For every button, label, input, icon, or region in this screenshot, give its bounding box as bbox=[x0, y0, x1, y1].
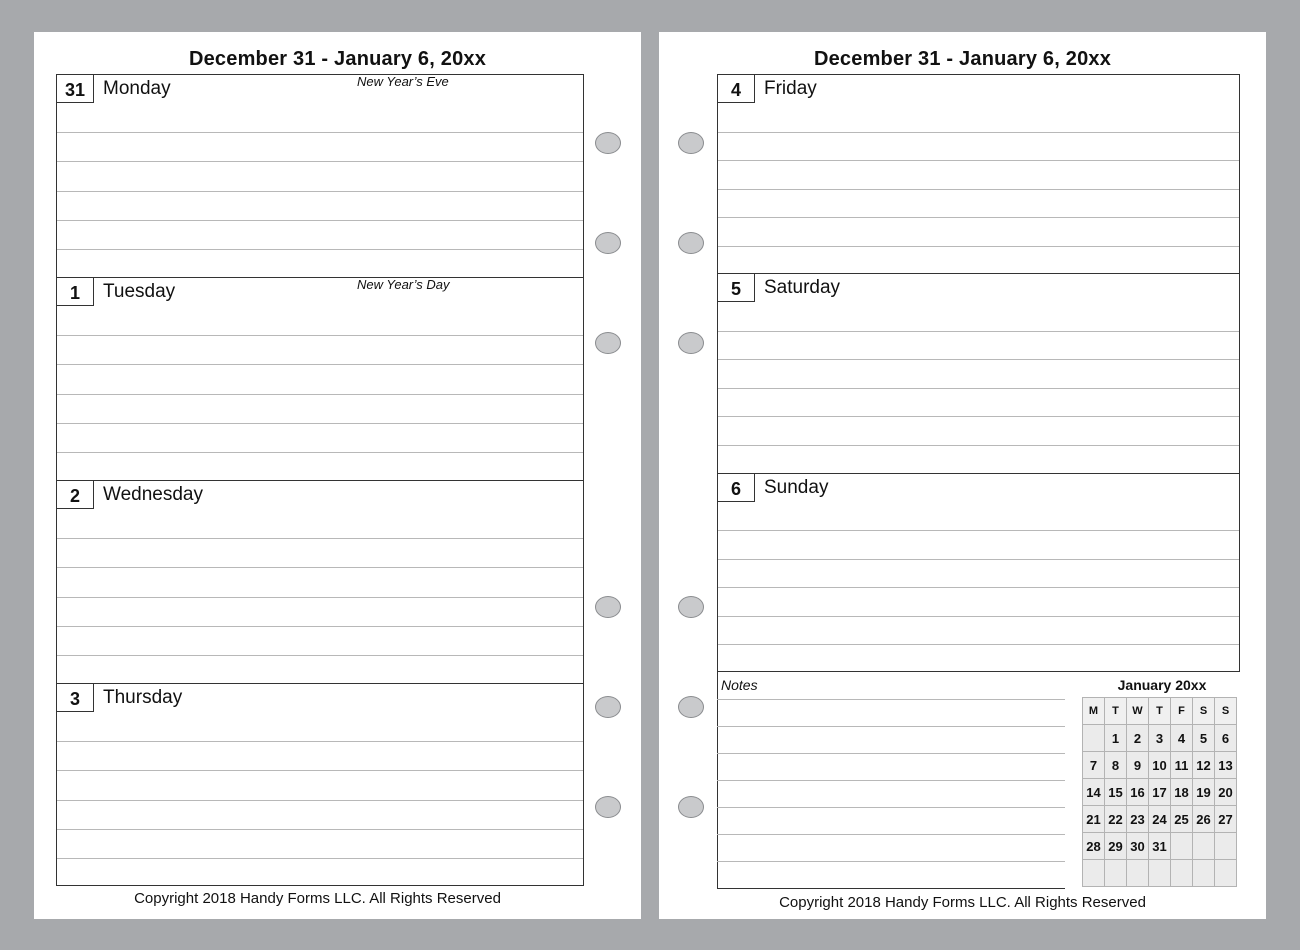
writing-line bbox=[718, 445, 1239, 446]
day-blocks bbox=[717, 74, 1240, 672]
day-block[interactable] bbox=[57, 481, 583, 684]
copyright-text: Copyright 2018 Handy Forms LLC. All Rights Reserved bbox=[134, 890, 501, 907]
binder-hole bbox=[678, 132, 704, 154]
calendar-day bbox=[1193, 860, 1215, 887]
writing-line bbox=[718, 160, 1239, 161]
calendar-day: 11 bbox=[1171, 752, 1193, 779]
day-number: 4 bbox=[718, 75, 755, 103]
calendar-day bbox=[1083, 860, 1105, 887]
calendar-day: 8 bbox=[1105, 752, 1127, 779]
day-name: Saturday bbox=[764, 277, 841, 299]
calendar-day: 22 bbox=[1105, 806, 1127, 833]
calendar-day: 30 bbox=[1127, 833, 1149, 860]
calendar-day bbox=[1105, 860, 1127, 887]
day-block[interactable] bbox=[718, 474, 1239, 673]
calendar-day bbox=[1171, 833, 1193, 860]
calendar-day: 26 bbox=[1193, 806, 1215, 833]
calendar-day bbox=[1083, 725, 1105, 752]
binder-hole bbox=[595, 332, 621, 354]
calendar-day: 16 bbox=[1127, 779, 1149, 806]
writing-line bbox=[57, 567, 583, 568]
day-name: Wednesday bbox=[103, 484, 203, 505]
day-number: 3 bbox=[57, 684, 94, 712]
notes-line bbox=[717, 726, 1065, 727]
calendar-day: 3 bbox=[1149, 725, 1171, 752]
writing-line bbox=[57, 655, 583, 656]
writing-line bbox=[718, 331, 1239, 332]
calendar-day: 2 bbox=[1127, 725, 1149, 752]
day-block[interactable] bbox=[57, 684, 583, 887]
notes-section[interactable] bbox=[717, 672, 1067, 890]
day-block[interactable] bbox=[57, 75, 583, 278]
writing-line bbox=[57, 161, 583, 162]
notes-line bbox=[717, 861, 1065, 862]
writing-line bbox=[718, 388, 1239, 389]
writing-line bbox=[57, 132, 583, 133]
calendar-day: 18 bbox=[1171, 779, 1193, 806]
holiday-label: New Year’s Eve bbox=[357, 74, 449, 89]
day-number: 31 bbox=[57, 75, 94, 103]
writing-line bbox=[57, 741, 583, 742]
writing-line bbox=[718, 616, 1239, 617]
binder-hole bbox=[678, 232, 704, 254]
binder-hole bbox=[678, 696, 704, 718]
writing-line bbox=[57, 364, 583, 365]
notes-border bbox=[717, 888, 1065, 889]
writing-line bbox=[57, 335, 583, 336]
day-number: 1 bbox=[57, 278, 94, 306]
mini-calendar-grid bbox=[1082, 697, 1237, 887]
notes-line bbox=[717, 699, 1065, 700]
page-title: December 31 - January 6, 20xx bbox=[188, 48, 487, 70]
weekday-header: T bbox=[1149, 698, 1171, 725]
writing-line bbox=[718, 132, 1239, 133]
notes-line bbox=[717, 807, 1065, 808]
day-name: Sunday bbox=[764, 476, 829, 498]
calendar-day: 13 bbox=[1215, 752, 1237, 779]
writing-line bbox=[718, 644, 1239, 645]
page-title: December 31 - January 6, 20xx bbox=[813, 48, 1112, 70]
calendar-day: 19 bbox=[1193, 779, 1215, 806]
left-planner-page bbox=[34, 32, 641, 919]
writing-line bbox=[57, 394, 583, 395]
writing-line bbox=[718, 416, 1239, 417]
writing-line bbox=[57, 597, 583, 598]
weekday-header: W bbox=[1127, 698, 1149, 725]
binder-hole bbox=[678, 796, 704, 818]
calendar-day: 5 bbox=[1193, 725, 1215, 752]
day-block[interactable] bbox=[718, 75, 1239, 274]
calendar-day bbox=[1193, 833, 1215, 860]
calendar-day: 7 bbox=[1083, 752, 1105, 779]
calendar-day: 15 bbox=[1105, 779, 1127, 806]
mini-calendar-title: January 20xx bbox=[1117, 677, 1207, 693]
copyright-text: Copyright 2018 Handy Forms LLC. All Rights Reserved bbox=[779, 894, 1146, 911]
calendar-day: 12 bbox=[1193, 752, 1215, 779]
weekday-header: T bbox=[1105, 698, 1127, 725]
calendar-day bbox=[1215, 860, 1237, 887]
binder-hole bbox=[595, 596, 621, 618]
binder-hole bbox=[595, 796, 621, 818]
calendar-day: 17 bbox=[1149, 779, 1171, 806]
calendar-day: 1 bbox=[1105, 725, 1127, 752]
calendar-day: 10 bbox=[1149, 752, 1171, 779]
calendar-day bbox=[1171, 860, 1193, 887]
right-planner-page bbox=[659, 32, 1266, 919]
notes-label: Notes bbox=[721, 677, 758, 693]
calendar-day: 28 bbox=[1083, 833, 1105, 860]
weekday-header: F bbox=[1171, 698, 1193, 725]
calendar-day: 6 bbox=[1215, 725, 1237, 752]
writing-line bbox=[718, 530, 1239, 531]
calendar-day: 9 bbox=[1127, 752, 1149, 779]
binder-hole bbox=[678, 332, 704, 354]
writing-line bbox=[57, 249, 583, 250]
notes-line bbox=[717, 780, 1065, 781]
calendar-day: 31 bbox=[1149, 833, 1171, 860]
day-name: Friday bbox=[764, 78, 817, 99]
calendar-day: 23 bbox=[1127, 806, 1149, 833]
binder-hole bbox=[595, 232, 621, 254]
writing-line bbox=[718, 217, 1239, 218]
writing-line bbox=[57, 626, 583, 627]
writing-line bbox=[718, 559, 1239, 560]
notes-line bbox=[717, 834, 1065, 835]
writing-line bbox=[57, 423, 583, 424]
calendar-day: 14 bbox=[1083, 779, 1105, 806]
writing-line bbox=[718, 359, 1239, 360]
calendar-day bbox=[1127, 860, 1149, 887]
writing-line bbox=[57, 770, 583, 771]
binder-hole bbox=[595, 696, 621, 718]
writing-line bbox=[718, 246, 1239, 247]
writing-line bbox=[57, 858, 583, 859]
calendar-day: 20 bbox=[1215, 779, 1237, 806]
notes-line bbox=[717, 753, 1065, 754]
holiday-label: New Year’s Day bbox=[357, 277, 450, 292]
day-name: Thursday bbox=[103, 687, 183, 708]
calendar-day bbox=[1149, 860, 1171, 887]
weekday-header: S bbox=[1193, 698, 1215, 725]
writing-line bbox=[57, 191, 583, 192]
calendar-day bbox=[1215, 833, 1237, 860]
binder-hole bbox=[595, 132, 621, 154]
calendar-day: 27 bbox=[1215, 806, 1237, 833]
day-name: Monday bbox=[103, 78, 171, 99]
day-name: Tuesday bbox=[103, 281, 176, 302]
calendar-day: 21 bbox=[1083, 806, 1105, 833]
writing-line bbox=[57, 538, 583, 539]
day-block[interactable] bbox=[57, 278, 583, 481]
writing-line bbox=[57, 800, 583, 801]
writing-line bbox=[718, 587, 1239, 588]
weekday-header: S bbox=[1215, 698, 1237, 725]
writing-line bbox=[718, 189, 1239, 190]
writing-line bbox=[57, 452, 583, 453]
day-number: 6 bbox=[718, 474, 755, 502]
day-block[interactable] bbox=[718, 274, 1239, 473]
calendar-day: 25 bbox=[1171, 806, 1193, 833]
day-number: 5 bbox=[718, 274, 755, 302]
writing-line bbox=[57, 220, 583, 221]
writing-line bbox=[57, 829, 583, 830]
calendar-day: 4 bbox=[1171, 725, 1193, 752]
weekday-header: M bbox=[1083, 698, 1105, 725]
calendar-day: 24 bbox=[1149, 806, 1171, 833]
day-number: 2 bbox=[57, 481, 94, 509]
binder-hole bbox=[678, 596, 704, 618]
day-blocks bbox=[56, 74, 584, 886]
calendar-day: 29 bbox=[1105, 833, 1127, 860]
